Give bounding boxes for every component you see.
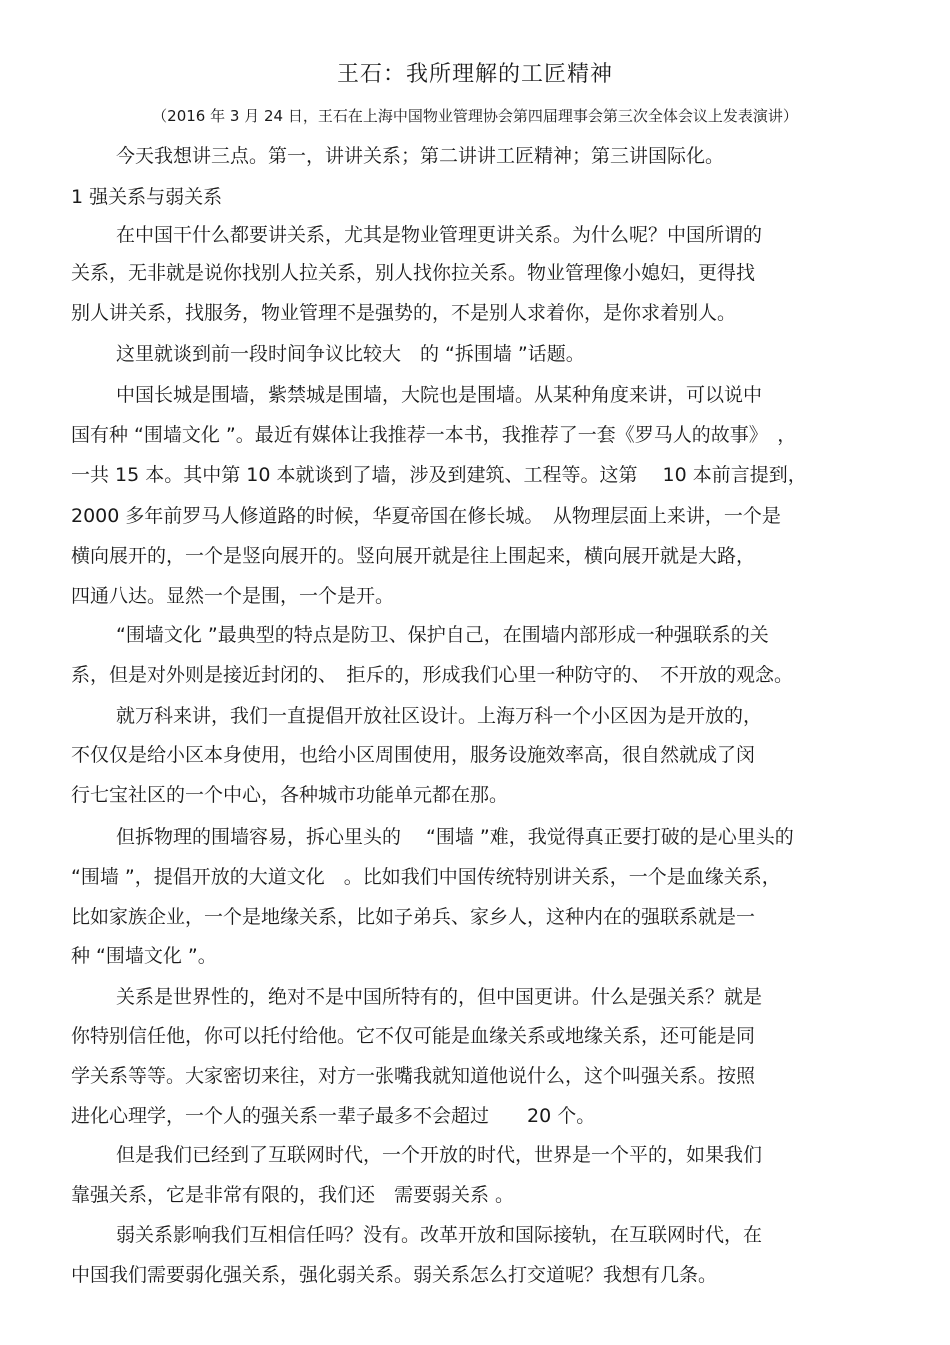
paragraph-line: 国有种 “围墙文化 ”。最近有媒体让我推荐一本书，我推荐了一套《罗马人的故事》 ， (71, 424, 797, 446)
paragraph-line: 中国我们需要弱化强关系，强化弱关系。弱关系怎么打交道呢？我想有几条。 (71, 1264, 718, 1286)
paragraph-line: 行七宝社区的一个中心，各种城市功能单元都在那。 (71, 784, 509, 806)
paragraph-line: “围墙 ”，提倡开放的大道文化 。比如我们中国传统特别讲关系，一个是血缘关系， (71, 866, 781, 888)
paragraph-line: 今天我想讲三点。第一，讲讲关系；第二讲讲工匠精神；第三讲国际化。 (116, 145, 725, 167)
paragraph-line: 中国长城是围墙，紫禁城是围墙，大院也是围墙。从某种角度来讲，可以说中 (116, 384, 763, 406)
document-subtitle: （2016 年 3 月 24 日，王石在上海中国物业管理协会第四届理事会第三次全体会议上发表演讲） (152, 107, 798, 125)
paragraph-line: “围墙文化 ”最典型的特点是防卫、保护自己，在围墙内部形成一种强联系的关 (116, 624, 769, 646)
paragraph-line: 关系是世界性的，绝对不是中国所特有的，但中国更讲。什么是强关系？就是 (116, 986, 763, 1008)
paragraph-line: 2000 多年前罗马人修道路的时候，华夏帝国在修长城。 从物理层面上来讲，一个是 (71, 505, 781, 527)
paragraph-line: 比如家族企业，一个是地缘关系，比如子弟兵、家乡人，这种内在的强联系就是一 (71, 906, 756, 928)
paragraph-line: 进化心理学，一个人的强关系一辈子最多不会超过 20 个。 (71, 1105, 596, 1127)
paragraph-line: 在中国干什么都要讲关系，尤其是物业管理更讲关系。为什么呢？中国所谓的 (116, 224, 763, 246)
paragraph-line: 靠强关系，它是非常有限的，我们还 需要弱关系 。 (71, 1184, 515, 1206)
paragraph-line: 但是我们已经到了互联网时代，一个开放的时代，世界是一个平的，如果我们 (116, 1144, 763, 1166)
paragraph-line: 弱关系影响我们互相信任吗？没有。改革开放和国际接轨，在互联网时代，在 (116, 1224, 763, 1246)
document-title: 王石：我所理解的工匠精神 (336, 62, 613, 87)
paragraph-line: 横向展开的，一个是竖向展开的。竖向展开就是往上围起来，横向展开就是大路， (71, 545, 756, 567)
paragraph-line: 种 “围墙文化 ”。 (71, 945, 217, 967)
paragraph-line: 学关系等等。大家密切来往，对方一张嘴我就知道他说什么，这个叫强关系。按照 (71, 1065, 756, 1087)
paragraph-line: 关系，无非就是说你找别人拉关系，别人找你拉关系。物业管理像小媳妇，更得找 (71, 262, 756, 284)
paragraph-line: 别人讲关系，找服务，物业管理不是强势的，不是别人求着你，是你求着别人。 (71, 302, 737, 324)
paragraph-line: 但拆物理的围墙容易，拆心里头的 “围墙 ”难，我觉得真正要打破的是心里头的 (116, 826, 794, 848)
paragraph-line: 你特别信任他，你可以托付给他。它不仅可能是血缘关系或地缘关系，还可能是同 (71, 1025, 756, 1047)
paragraph-line: 系，但是对外则是接近封闭的、 拒斥的，形成我们心里一种防守的、 不开放的观念。 (71, 664, 794, 686)
paragraph-line: 这里就谈到前一段时间争议比较大 的 “拆围墙 ”话题。 (116, 343, 585, 365)
paragraph-line: 不仅仅是给小区本身使用，也给小区周围使用，服务设施效率高，很自然就成了闵 (71, 744, 756, 766)
paragraph-line: 就万科来讲，我们一直提倡开放社区设计。上海万科一个小区因为是开放的， (116, 705, 763, 727)
section-heading: 1 强关系与弱关系 (71, 186, 223, 208)
paragraph-line: 一共 15 本。其中第 10 本就谈到了墙，涉及到建筑、工程等。这第 10 本前言提到， (71, 464, 807, 486)
paragraph-line: 四通八达。显然一个是围，一个是开。 (71, 585, 395, 607)
